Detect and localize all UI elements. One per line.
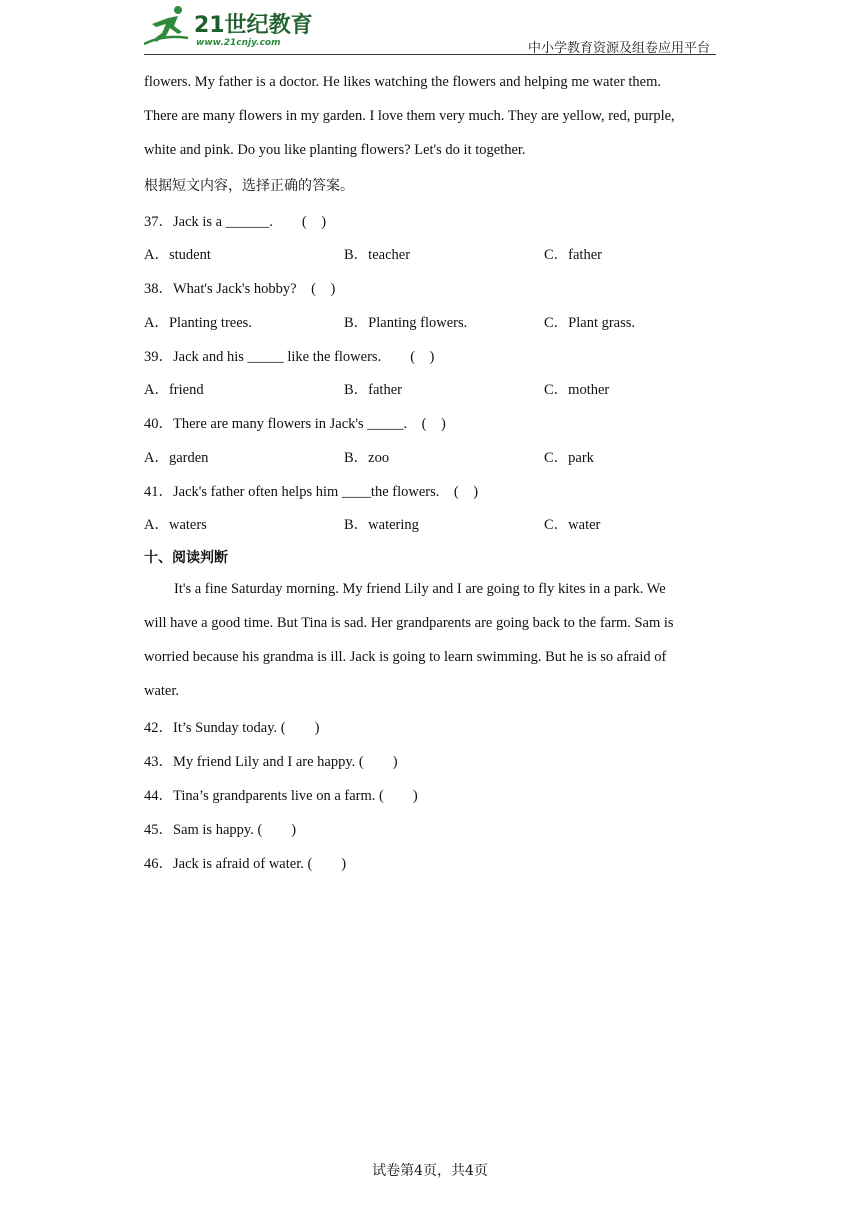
question-45: 45．Sam is happy. ( ) (144, 822, 297, 838)
passage2-line-4: water. (144, 683, 180, 699)
passage2-line-3: worried because his grandma is ill. Jack is going to learn swimming. But he is so afraid of (144, 649, 667, 665)
passage2-line-2: will have a good time. But Tina is sad. Her grandparents are going back to the farm. Sam is (144, 615, 674, 631)
question-46: 46．Jack is afraid of water. ( ) (144, 856, 347, 872)
instruction: 根据短文内容，选择正确的答案。 (144, 178, 354, 194)
section-title-reading-judgment: 十、阅读判断 (144, 550, 228, 566)
logo-url: www.21cnjy.com (196, 38, 281, 48)
q37-option-c: C．father (544, 247, 602, 263)
question-44: 44．Tina’s grandparents live on a farm. ( ) (144, 788, 418, 804)
runner-icon (144, 6, 188, 44)
passage1-line-2: There are many flowers in my garden. I love them very much. They are yellow, red, purple, (144, 108, 675, 124)
q40-option-c: C．park (544, 450, 594, 466)
q38-option-a: A．Planting trees. (144, 315, 252, 331)
logo-brand: 21世纪教育 (194, 13, 313, 38)
page-footer: 试卷第4页，共4页 (372, 1163, 488, 1179)
q37-option-a: A．student (144, 247, 211, 263)
q39-option-a: A．friend (144, 382, 204, 398)
question-38: 38．What's Jack's hobby? ( ) (144, 281, 336, 297)
logo-21cnjy (144, 4, 314, 50)
passage1-line-3: white and pink. Do you like planting flowers? Let's do it together. (144, 142, 526, 158)
q41-option-c: C．water (544, 517, 601, 533)
passage2-line-1: It's a fine Saturday morning. My friend Lily and I are going to fly kites in a park. We (174, 581, 666, 597)
q41-option-a: A．waters (144, 517, 207, 533)
q38-option-b: B．Planting flowers. (344, 315, 468, 331)
header-divider (144, 54, 716, 55)
question-39: 39．Jack and his _____ like the flowers. ( ) (144, 349, 435, 365)
q39-option-c: C．mother (544, 382, 610, 398)
q40-option-a: A．garden (144, 450, 209, 466)
q38-option-c: C．Plant grass. (544, 315, 636, 331)
question-37: 37．Jack is a ______. ( ) (144, 214, 327, 230)
q41-option-b: B．watering (344, 517, 419, 533)
q37-option-b: B．teacher (344, 247, 411, 263)
question-43: 43．My friend Lily and I are happy. ( ) (144, 754, 398, 770)
platform-name: 中小学教育资源及组卷应用平台 (527, 41, 710, 56)
q39-option-b: B．father (344, 382, 402, 398)
question-41: 41．Jack's father often helps him ____the flowers. ( ) (144, 484, 479, 500)
page-header (144, 0, 716, 56)
passage1-line-1: flowers. My father is a doctor. He likes watching the flowers and helping me water them. (144, 74, 662, 90)
question-42: 42．It’s Sunday today. ( ) (144, 720, 320, 736)
question-40: 40．There are many flowers in Jack's _____. ( ) (144, 416, 446, 432)
q40-option-b: B．zoo (344, 450, 390, 466)
